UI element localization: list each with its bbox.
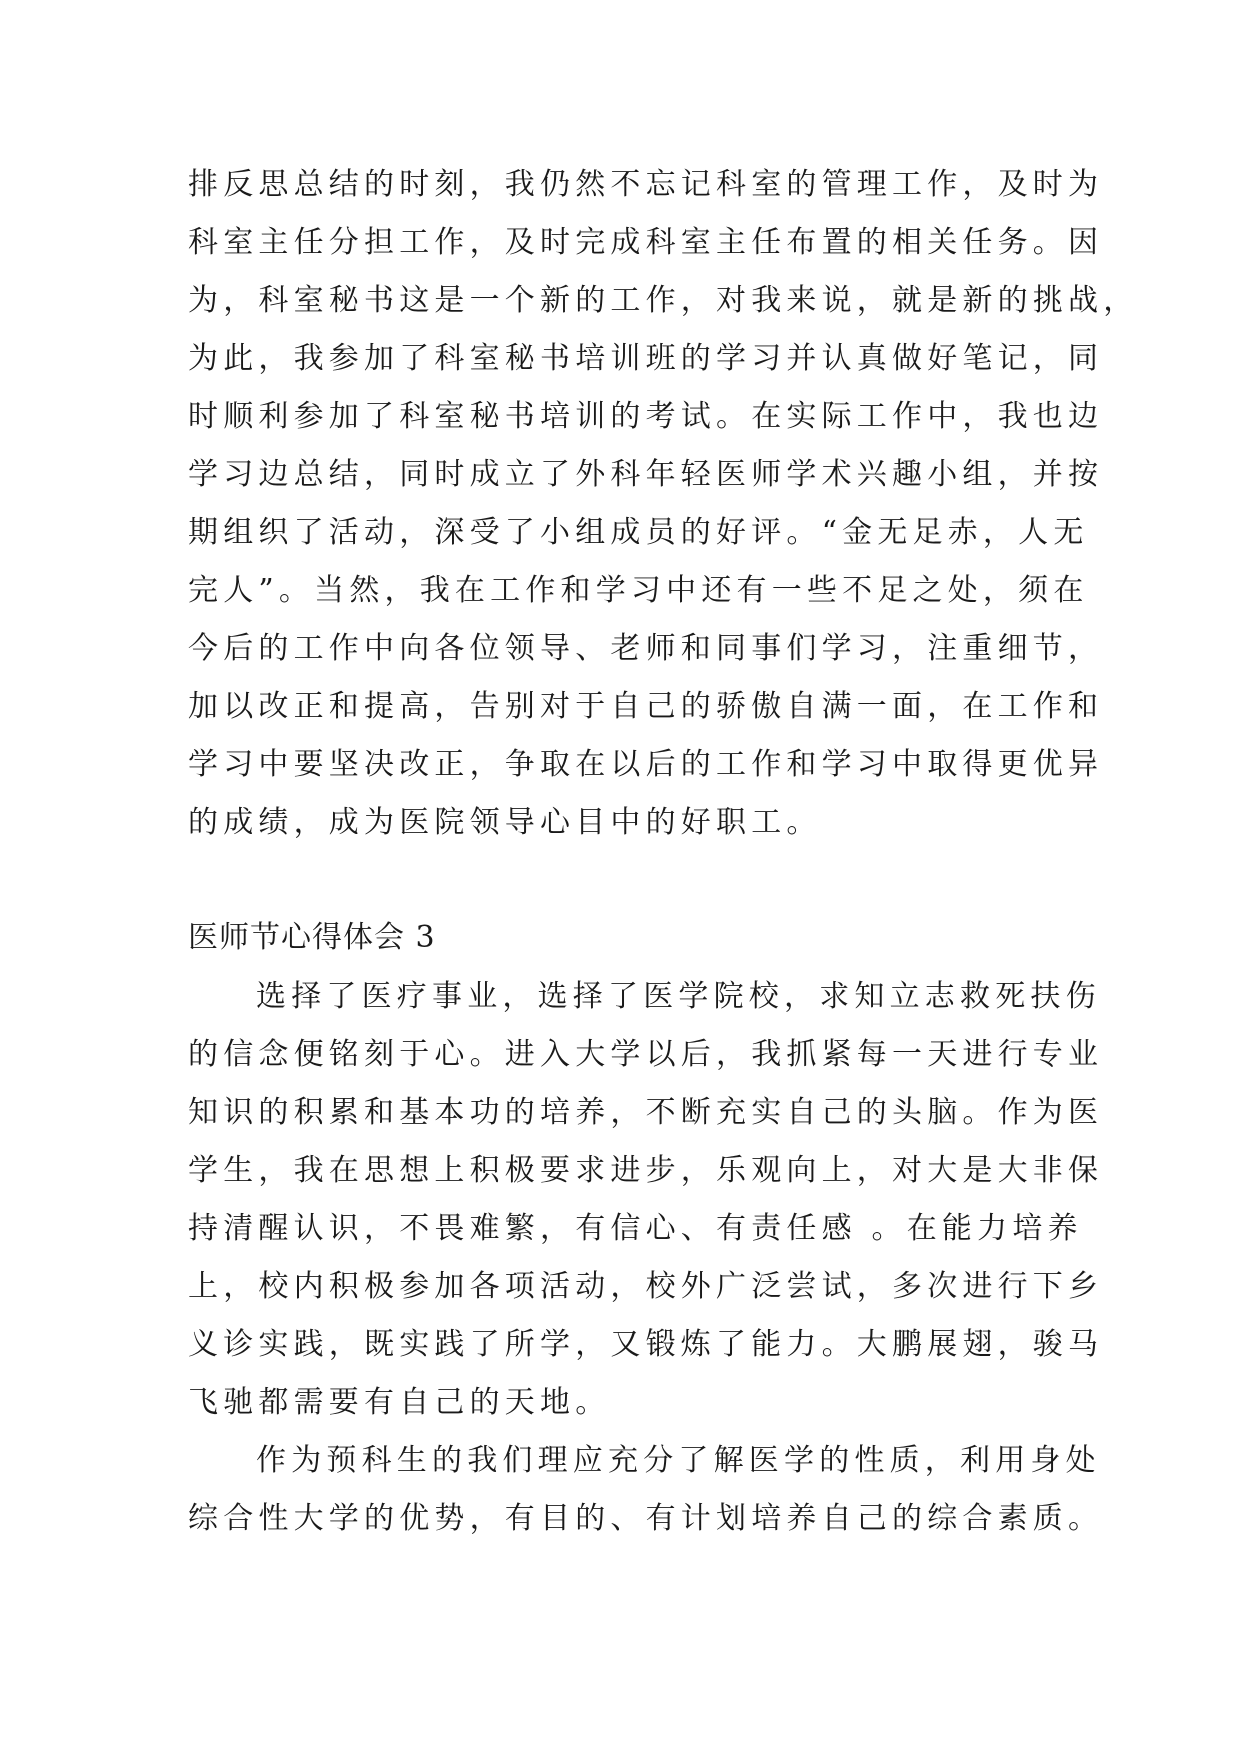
text-line: 的信念便铭刻于心。进入大学以后，我抓紧每一天进行专业 <box>188 1037 1104 1072</box>
text-line: 持清醒认识，不畏难繁，有信心、有责任感 。在能力培养 <box>188 1211 1083 1246</box>
text-line: 今后的工作中向各位领导、老师和同事们学习，注重细节， <box>188 631 1104 666</box>
section-heading: 医师节心得体会 3 <box>188 920 436 955</box>
text-line: 为此，我参加了科室秘书培训班的学习并认真做好笔记，同 <box>188 341 1104 376</box>
text-line: 的成绩，成为医院领导心目中的好职工。 <box>188 805 822 840</box>
text-line: 上，校内积极参加各项活动，校外广泛尝试，多次进行下乡 <box>188 1269 1104 1304</box>
text-line: 时顺利参加了科室秘书培训的考试。在实际工作中，我也边 <box>188 399 1104 434</box>
text-line: 期组织了活动，深受了小组成员的好评。“金无足赤，人无 <box>188 515 1089 550</box>
text-line: 选择了医疗事业，选择了医学院校，求知立志救死扶伤 <box>256 979 1101 1014</box>
text-line: 排反思总结的时刻，我仍然不忘记科室的管理工作，及时为 <box>188 167 1104 202</box>
text-line: 学生，我在思想上积极要求进步，乐观向上，对大是大非保 <box>188 1153 1104 1188</box>
text-line: 科室主任分担工作，及时完成科室主任布置的相关任务。因 <box>188 225 1104 260</box>
text-line: 为，科室秘书这是一个新的工作，对我来说，就是新的挑战， <box>188 283 1139 318</box>
text-line: 作为预科生的我们理应充分了解医学的性质，利用身处 <box>256 1443 1101 1478</box>
text-line: 学习边总结，同时成立了外科年轻医师学术兴趣小组，并按 <box>188 457 1104 492</box>
text-line: 综合性大学的优势，有目的、有计划培养自己的综合素质。 <box>188 1501 1104 1536</box>
text-line: 完人”。当然，我在工作和学习中还有一些不足之处，须在 <box>188 573 1089 608</box>
text-line: 飞驰都需要有自己的天地。 <box>188 1385 611 1420</box>
text-line: 知识的积累和基本功的培养，不断充实自己的头脑。作为医 <box>188 1095 1104 1130</box>
text-line: 加以改正和提高，告别对于自己的骄傲自满一面，在工作和 <box>188 689 1104 724</box>
text-line: 学习中要坚决改正，争取在以后的工作和学习中取得更优异 <box>188 747 1104 782</box>
text-line: 义诊实践，既实践了所学，又锻炼了能力。大鹏展翅，骏马 <box>188 1327 1104 1362</box>
